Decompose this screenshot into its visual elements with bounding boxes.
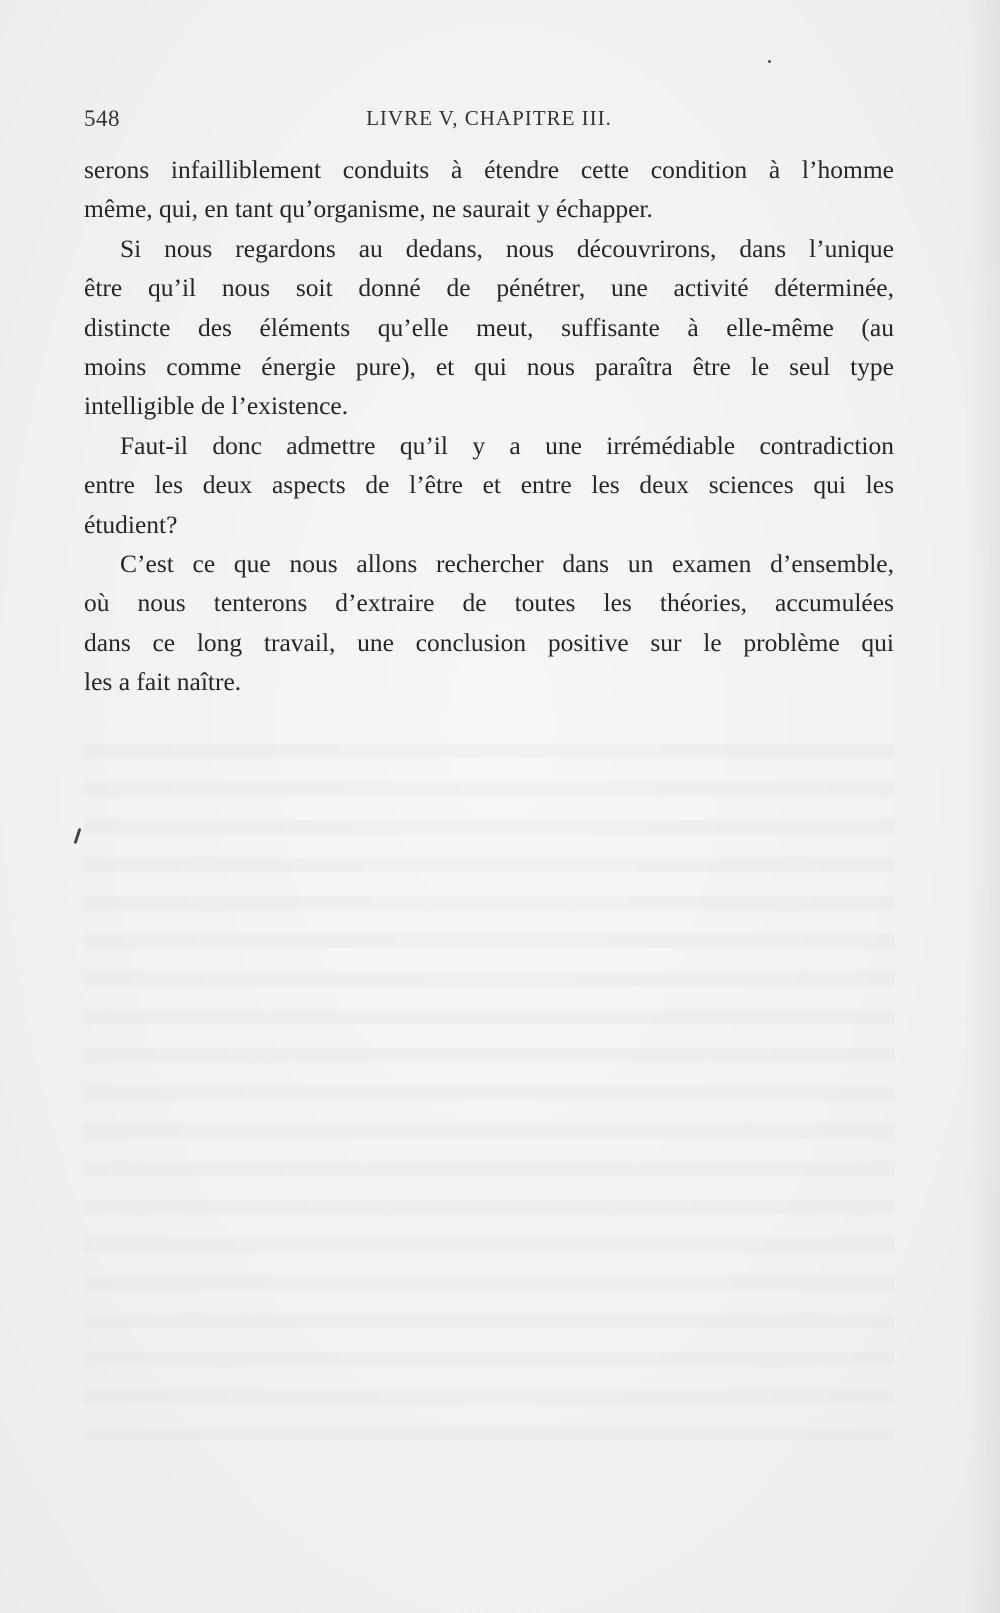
text-line: distincte des éléments qu’elle meut, suffisante à elle-même (au	[84, 312, 894, 342]
text-line: serons infailliblement conduits à étendre cette condition à l’homme	[84, 155, 894, 184]
page-edge-shadow	[964, 0, 1000, 1613]
text-line: Si nous regardons au dedans, nous découvrirons, dans l’unique	[120, 233, 894, 263]
text-line: entre les deux aspects de l’être et entre les deux sciences qui les	[84, 470, 894, 500]
text-line: dans ce long travail, une conclusion positive sur le problème qui	[84, 627, 894, 657]
text-line: les a fait naître.	[84, 667, 242, 697]
running-head: LIVRE V, CHAPITRE III.	[366, 106, 612, 130]
show-through-area	[84, 720, 894, 1440]
page-number: 548	[84, 106, 120, 131]
text-line: moins comme énergie pure), et qui nous paraîtra être le seul type	[84, 351, 894, 381]
text-line: Faut-il donc admettre qu’il y a une irrémédiable contradiction	[120, 430, 894, 460]
text-line: étudient?	[84, 509, 178, 539]
text-line: C’est ce que nous allons rechercher dans un examen d’ensemble,	[120, 548, 894, 578]
text-line: intelligible de l’existence.	[84, 391, 349, 421]
margin-pencil-mark	[74, 828, 82, 844]
ink-speck	[768, 60, 771, 63]
text-line: où nous tenterons d’extraire de toutes les théories, accumulées	[84, 588, 894, 618]
text-line: même, qui, en tant qu’organisme, ne saurait y échapper.	[84, 194, 653, 224]
text-line: être qu’il nous soit donné de pénétrer, une activité déterminée,	[84, 273, 894, 303]
page-header	[84, 106, 894, 140]
body-text	[84, 150, 894, 701]
